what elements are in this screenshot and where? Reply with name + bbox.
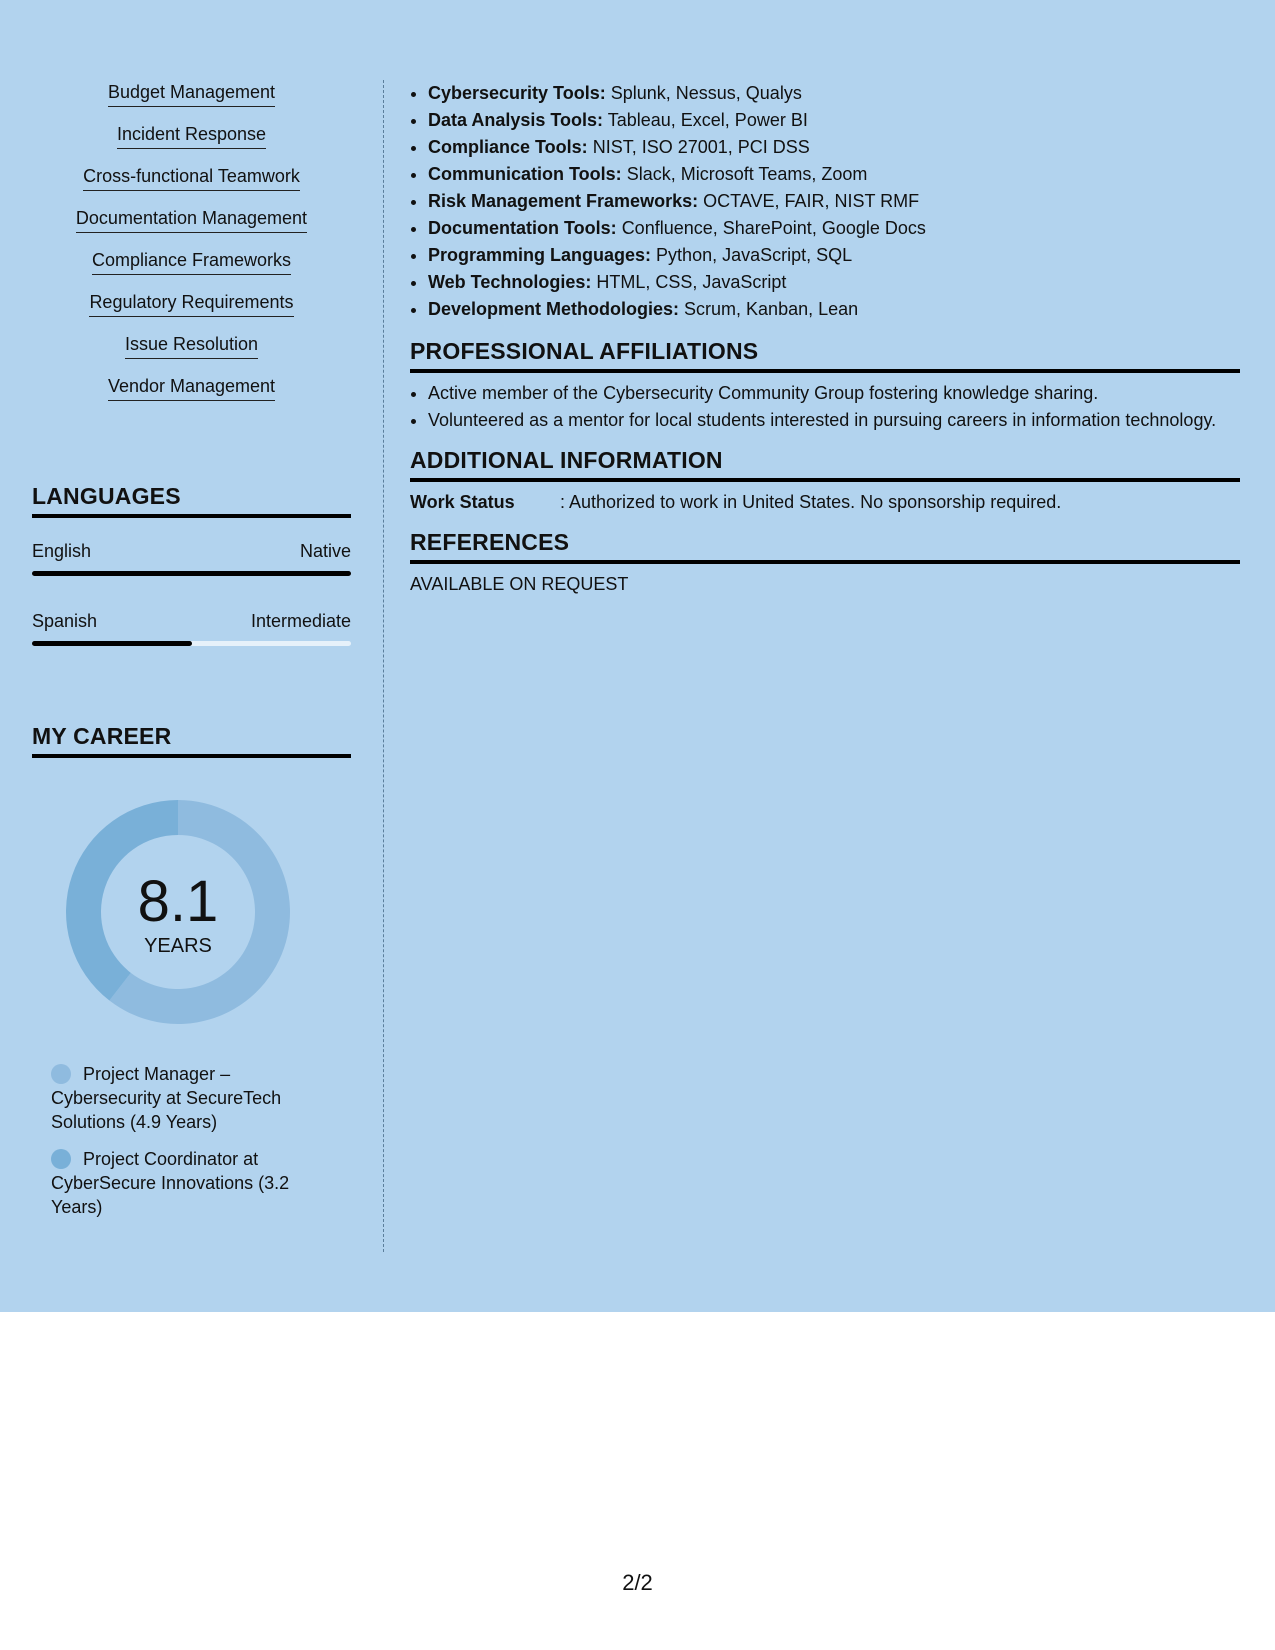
technical-skill-item bbox=[428, 161, 1240, 188]
skill-label: Regulatory Requirements bbox=[89, 290, 293, 317]
affiliations-section bbox=[410, 337, 1240, 432]
language-level: Native bbox=[299, 541, 351, 561]
affiliations-heading: PROFESSIONAL AFFILIATIONS bbox=[410, 337, 1240, 373]
skills-list bbox=[32, 80, 351, 416]
affiliation-item: • Active member of the Cybersecurity Community Group fostering knowledge sharing. bbox=[428, 381, 1240, 405]
skill-item bbox=[32, 164, 351, 191]
technical-skill-item bbox=[428, 269, 1240, 296]
language-level: Intermediate bbox=[250, 611, 351, 631]
career-legend-label: Project Coordinator at CyberSecure Innovations (3.2 Years) bbox=[51, 1149, 290, 1217]
languages-heading: LANGUAGES bbox=[32, 482, 351, 518]
technical-skill-item bbox=[428, 80, 1240, 107]
technical-skill-value: NIST, ISO 27001, PCI DSS bbox=[592, 137, 810, 157]
legend-dot-icon bbox=[51, 1064, 71, 1084]
language-name: Spanish bbox=[32, 611, 98, 631]
technical-skill-item bbox=[428, 134, 1240, 161]
skill-item bbox=[32, 206, 351, 233]
skill-label: Vendor Management bbox=[108, 374, 275, 401]
language-bar bbox=[32, 641, 351, 646]
language-row bbox=[32, 610, 351, 632]
skill-label: Issue Resolution bbox=[125, 332, 258, 359]
references-heading: REFERENCES bbox=[410, 528, 1240, 564]
technical-skill-label: Cybersecurity Tools: bbox=[428, 83, 606, 103]
language-bar-fill bbox=[32, 641, 192, 646]
additional-info-section bbox=[410, 446, 1240, 514]
technical-skill-item bbox=[428, 296, 1240, 323]
technical-skill-value: HTML, CSS, JavaScript bbox=[596, 272, 787, 292]
career-total-years: 8.1 bbox=[137, 869, 219, 934]
technical-skill-label: Documentation Tools: bbox=[428, 218, 617, 238]
technical-skill-label: Development Methodologies: bbox=[428, 299, 680, 319]
career-heading: MY CAREER bbox=[32, 722, 351, 758]
career-donut-chart bbox=[66, 800, 290, 1024]
technical-skill-label: Communication Tools: bbox=[428, 164, 622, 184]
technical-skill-value: Confluence, SharePoint, Google Docs bbox=[621, 218, 926, 238]
work-status-value: : Authorized to work in United States. No sponsorship required. bbox=[560, 492, 1062, 512]
language-row bbox=[32, 540, 351, 562]
technical-skills-list bbox=[410, 80, 1240, 323]
technical-skill-item bbox=[428, 107, 1240, 134]
skill-item bbox=[32, 80, 351, 107]
right-column bbox=[410, 80, 1240, 596]
skill-item bbox=[32, 332, 351, 359]
technical-skill-value: Splunk, Nessus, Qualys bbox=[610, 83, 802, 103]
affiliations-list bbox=[410, 381, 1240, 432]
additional-info-heading: ADDITIONAL INFORMATION bbox=[410, 446, 1240, 482]
technical-skill-label: Web Technologies: bbox=[428, 272, 592, 292]
work-status-label: Work Status bbox=[410, 492, 515, 512]
skill-item bbox=[32, 248, 351, 275]
language-name: English bbox=[32, 541, 92, 561]
career-legend bbox=[51, 1062, 321, 1232]
technical-skill-label: Compliance Tools: bbox=[428, 137, 588, 157]
skill-item bbox=[32, 122, 351, 149]
skill-label: Documentation Management bbox=[76, 206, 307, 233]
technical-skill-label: Risk Management Frameworks: bbox=[428, 191, 699, 211]
career-section bbox=[32, 722, 351, 1217]
references-section bbox=[410, 528, 1240, 596]
language-bar bbox=[32, 571, 351, 576]
languages-section bbox=[32, 482, 351, 646]
career-years-unit: YEARS bbox=[144, 935, 212, 957]
skill-label: Cross-functional Teamwork bbox=[83, 164, 300, 191]
technical-skill-value: OCTAVE, FAIR, NIST RMF bbox=[703, 191, 920, 211]
technical-skill-value: Scrum, Kanban, Lean bbox=[684, 299, 859, 319]
technical-skill-value: Slack, Microsoft Teams, Zoom bbox=[626, 164, 868, 184]
skill-item bbox=[32, 290, 351, 317]
legend-dot-icon bbox=[51, 1149, 71, 1169]
language-bar-fill bbox=[32, 571, 351, 576]
technical-skill-item bbox=[428, 242, 1240, 269]
career-legend-item bbox=[51, 1062, 321, 1134]
work-status-row bbox=[410, 490, 1240, 514]
technical-skill-value: Tableau, Excel, Power BI bbox=[607, 110, 808, 130]
skill-item bbox=[32, 374, 351, 401]
affiliation-item: • Volunteered as a mentor for local students interested in pursuing careers in information technology. bbox=[428, 408, 1240, 432]
technical-skill-value: Python, JavaScript, SQL bbox=[656, 245, 853, 265]
technical-skill-label: Programming Languages: bbox=[428, 245, 652, 265]
technical-skill-item bbox=[428, 215, 1240, 242]
skill-label: Incident Response bbox=[117, 122, 266, 149]
skill-label: Budget Management bbox=[108, 80, 275, 107]
technical-skill-label: Data Analysis Tools: bbox=[428, 110, 604, 130]
career-legend-item bbox=[51, 1147, 321, 1219]
career-legend-label: Project Manager – Cybersecurity at SecureTech Solutions (4.9 Years) bbox=[51, 1064, 282, 1132]
page-number: 2/2 bbox=[622, 1570, 653, 1595]
column-divider bbox=[383, 80, 384, 1252]
skill-label: Compliance Frameworks bbox=[92, 248, 291, 275]
references-text: AVAILABLE ON REQUEST bbox=[410, 574, 629, 594]
technical-skill-item bbox=[428, 188, 1240, 215]
